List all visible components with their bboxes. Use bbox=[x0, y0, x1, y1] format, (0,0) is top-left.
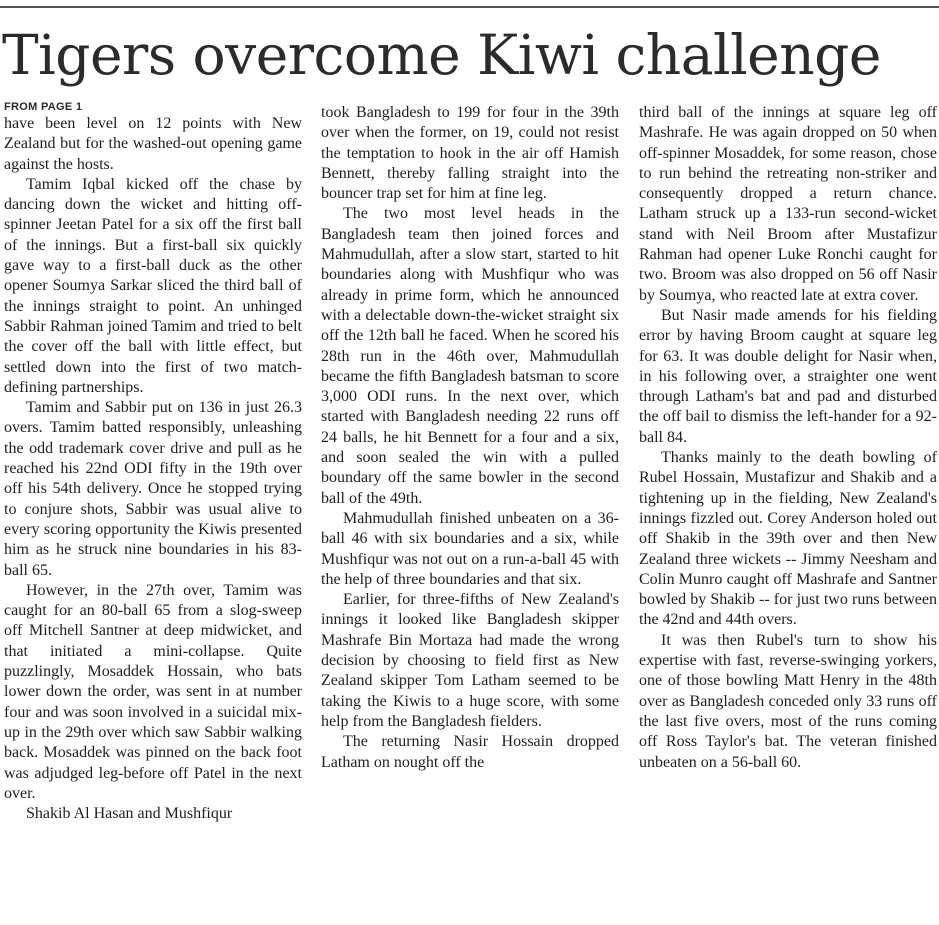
paragraph: But Nasir made amends for his fielding error by having Broom caught at square leg for 63. It was double delight for Nasir when, in his following over, a straighter one went through Latham's bat and pad and disturbed the off bail to dismiss the left-hander for a 92-ball 84. bbox=[639, 306, 937, 446]
paragraph: Shakib Al Hasan and Mushfiqur bbox=[26, 805, 233, 823]
paragraph: It was then Rubel's turn to show his expertise with fast, reverse-swinging yorkers, one of those bowling Matt Henry in the 48th over as Bangladesh conceded only 33 runs off the last five overs, most of the runs coming off Ross Taylor's bat. The veteran finished unbeaten on a 56-ball 60. bbox=[639, 631, 937, 771]
paragraph: The two most level heads in the Bangladesh team then joined forces and Mahmudullah, after a slow start, started to hit boundaries along with Mushfiqur who was already in prime form, which he announced with a delectable down-the-wicket straight six off the 12th ball he faced. When he scored his 28th run in the 46th over, Mahmudullah became the fifth Bangladesh batsman to score 3,000 ODI runs. In the next over, which started with Bangladesh needing 22 runs off 24 balls, he hit Bennett for a four and a six, and soon sealed the win with a pulled boundary off the same bowler in the second ball of the 49th. bbox=[321, 205, 619, 507]
paragraph: have been level on 12 points with New Zealand but for the washed-out opening game against the hosts. bbox=[4, 115, 302, 173]
headline: Tigers overcome Kiwi challenge bbox=[2, 23, 881, 87]
paragraph: The returning Nasir Hossain dropped Latham on nought off the bbox=[321, 733, 619, 771]
article-column-2 bbox=[321, 103, 619, 773]
article-column-1 bbox=[4, 100, 302, 824]
paragraph: third ball of the innings at square leg off Mashrafe. He was again dropped on 50 when off-spinner Mosaddek, for some reason, chose to run behind the retreating non-striker and consequently dropped a return chance. Latham struck up a 133-run second-wicket stand with Neil Broom after Mustafizur Rahman had opener Luke Ronchi caught for two. Broom was also dropped on 56 off Nasir by Soumya, who reacted late at extra cover. bbox=[639, 104, 937, 304]
kicker: FROM PAGE 1 bbox=[4, 101, 83, 113]
paragraph: Earlier, for three-fifths of New Zealand's innings it looked like Bangladesh skipper Mashrafe Bin Mortaza had made the wrong decision by choosing to field first as New Zealand skipper Tom Latham seemed to be taking the Kiwis to a huge score, with some help from the Bangladesh fielders. bbox=[321, 591, 619, 730]
paragraph: took Bangladesh to 199 for four in the 39th over when the former, on 19, could not resist the temptation to hook in the air off Hamish Bennett, thereby falling straight into the bouncer trap set for him at fine leg. bbox=[321, 104, 619, 203]
top-rule bbox=[0, 6, 939, 8]
paragraph: Tamim Iqbal kicked off the chase by dancing down the wicket and hitting off-spinner Jeetan Patel for a six off the first ball of the innings. But a first-ball six quickly gave way to a first-ball duck as the other opener Soumya Sarkar sliced the third ball of the innings straight to point. An unhinged Sabbir Rahman joined Tamim and tried to belt the cover off the ball with little effect, but settled down into the first of two match-defining partnerships. bbox=[4, 175, 302, 396]
article-column-3 bbox=[639, 103, 937, 773]
paragraph: Tamim and Sabbir put on 136 in just 26.3 overs. Tamim batted responsibly, unleashing the odd trademark cover drive and pull as he reached his 22nd ODI fifty in the 19th over off his 54th delivery. Once he stopped trying to conjure shots, Sabbir was usual alive to every scoring opportunity the Kiwis presented him as he struck nine boundaries in his 83-ball 65. bbox=[4, 399, 302, 579]
paragraph: However, in the 27th over, Tamim was caught for an 80-ball 65 from a slog-sweep off Mitchell Santner at deep midwicket, and that initiated a mini-collapse. Quite puzzlingly, Mosaddek Hossain, who bats lower down the order, was sent in at number four and was soon involved in a suicidal mix-up in the 29th over which saw Sabbir walking back. Mosaddek was pinned on the back foot was adjudged leg-before off Patel in the next over. bbox=[4, 581, 302, 802]
paragraph: Mahmudullah finished unbeaten on a 36-ball 46 with six boundaries and a six, while Mushfiqur was not out on a run-a-ball 45 with the help of three boundaries and that six. bbox=[321, 509, 619, 588]
paragraph: Thanks mainly to the death bowling of Rubel Hossain, Mustafizur and Shakib and a tightening up in the fielding, New Zealand's innings fizzled out. Corey Anderson holed out off Shakib in the 39th over and then New Zealand three wickets -- Jimmy Neesham and Colin Munro caught off Mashrafe and Santner bowled by Shakib -- for just two runs between the 42nd and 44th overs. bbox=[639, 449, 937, 629]
